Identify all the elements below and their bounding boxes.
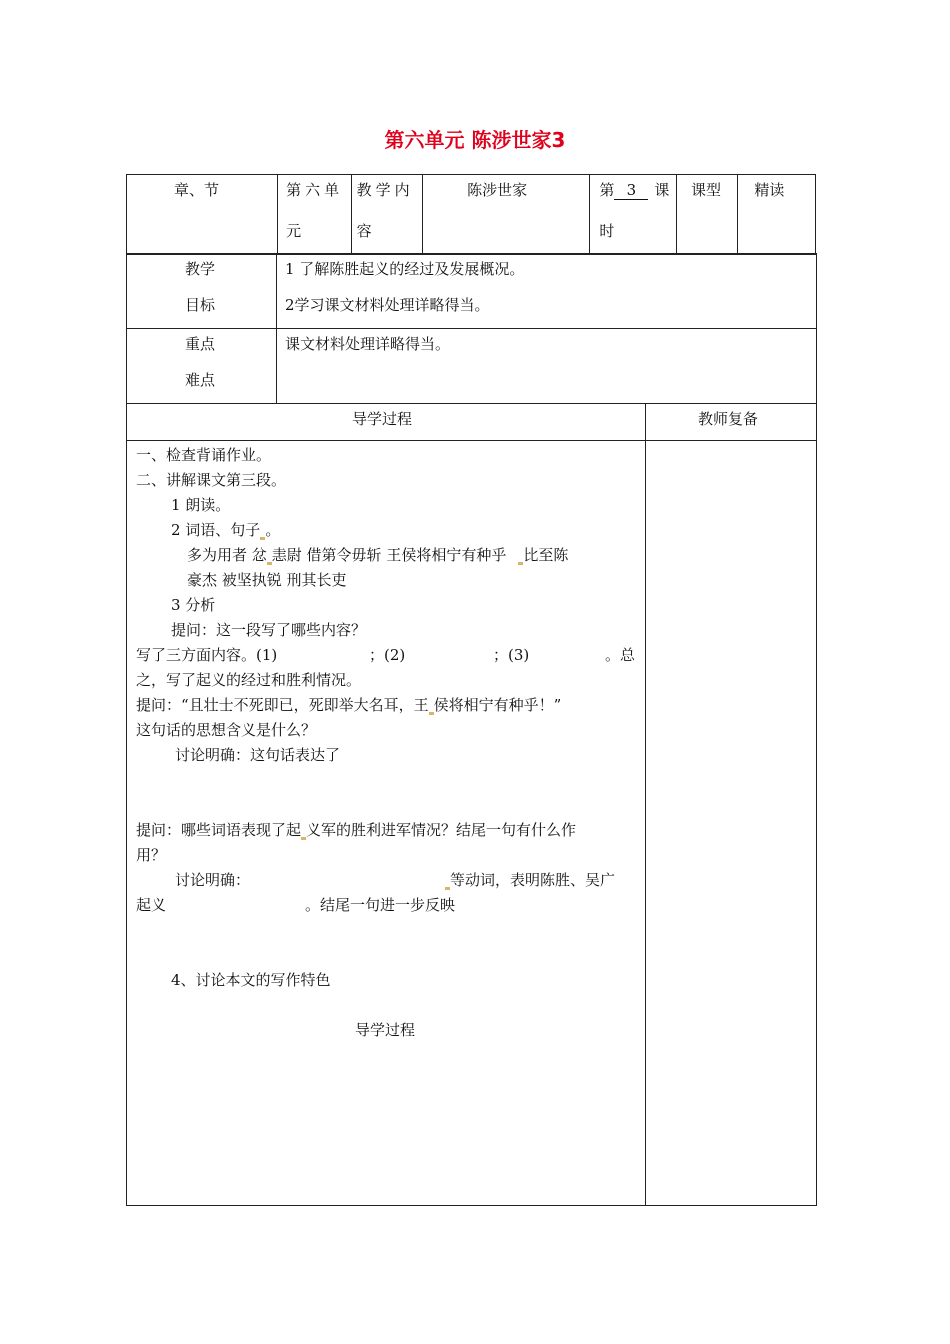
text-line: 导学过程 (355, 1021, 416, 1039)
text-line: 等动词，表明陈胜、吴广 (445, 869, 615, 890)
text-line: 写了三方面内容。(1) (136, 646, 278, 664)
content-value: 陈涉世家 (467, 181, 528, 199)
text-line: ；(3) (493, 646, 530, 664)
process-table (126, 403, 817, 1206)
text-line: 之，写了起义的经过和胜利情况。 (136, 671, 362, 689)
text-line: 起义 (136, 896, 167, 914)
text-line: 提问：“且壮士不死即已，死即举大名耳，王 侯将相宁有种乎！” (136, 696, 562, 714)
chapter-value-line2: 元 (286, 222, 302, 240)
goal-item-1: 1 了解陈胜起义的经过及发展概况。 (285, 260, 525, 278)
type-label: 课型 (690, 181, 721, 199)
lesson-label-line2: 时 (599, 222, 615, 240)
goals-label-line2: 目标 (185, 296, 216, 314)
text-line: 讨论明确： (175, 871, 251, 889)
text-line: 。总 (605, 646, 636, 664)
chapter-label: 章、节 (174, 181, 220, 199)
text-line: 1 朗读。 (171, 496, 231, 514)
content-label-line1: 教学内 (356, 181, 414, 199)
key-label-line2: 难点 (185, 371, 216, 389)
goals-label-line1: 教学 (185, 260, 216, 278)
text-line: 这句话的思想含义是什么？ (136, 721, 317, 739)
key-text: 课文材料处理详略得当。 (285, 335, 451, 353)
text-line: 2 词语、句子 。 (171, 521, 281, 539)
text-line: 4、讨论本文的写作特色 (171, 971, 331, 989)
goals-table (126, 253, 817, 404)
teacher-notes-header: 教师复备 (698, 410, 759, 428)
text-line: 提问：这一段写了哪些内容？ (171, 621, 367, 639)
key-label-line1: 重点 (185, 335, 216, 353)
text-line: 提问：哪些词语表现了起 义军的胜利进军情况？结尾一句有什么作 (136, 821, 577, 839)
lesson-number: 第 3 课 (599, 181, 670, 199)
text-line: 。结尾一句进一步反映 (305, 896, 456, 914)
type-value: 精读 (754, 181, 785, 199)
process-header: 导学过程 (352, 410, 413, 428)
content-label-line2: 容 (356, 222, 372, 240)
chapter-value-line1: 第六单 (286, 181, 344, 199)
lesson-header-table (126, 174, 816, 255)
text-line: 3 分析 (171, 596, 216, 614)
page-title: 第六单元 陈涉世家3 (384, 128, 566, 152)
text-line: 用？ (136, 846, 167, 864)
text-line: 讨论明确：这句话表达了 (175, 746, 341, 764)
text-line: ；(2) (369, 646, 406, 664)
text-line: 多为用者 忿 恚尉 借第令毋斩 王侯将相宁有种乎 比至陈 (187, 546, 569, 564)
text-line: 二、讲解课文第三段。 (136, 471, 287, 489)
goal-item-2: 2学习课文材料处理详略得当。 (285, 296, 490, 314)
text-line: 豪杰 被坚执锐 刑其长吏 (187, 571, 347, 589)
text-line: 一、检查背诵作业。 (136, 446, 272, 464)
